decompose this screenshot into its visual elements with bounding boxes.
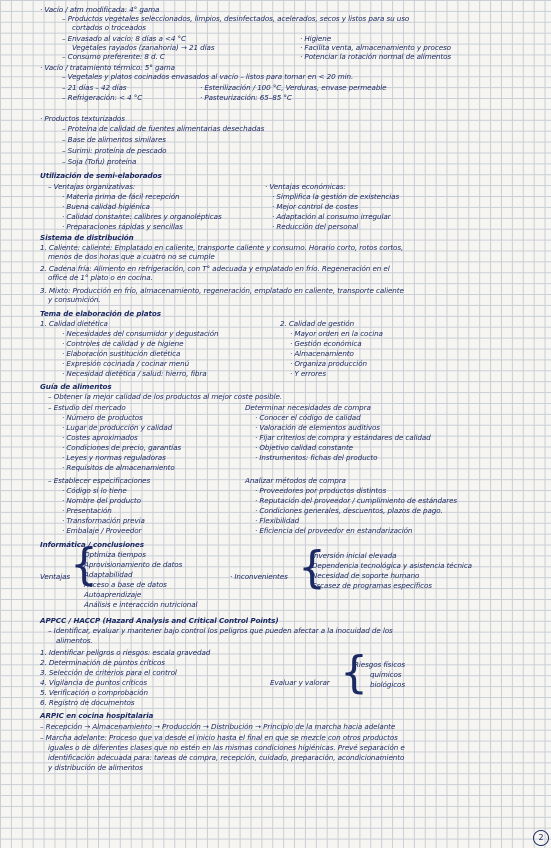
- section-heading: Tema de elaboración de platos: [40, 309, 161, 318]
- note-line: · Valoración de elementos auditivos: [255, 423, 380, 432]
- note-line: · Proveedores por productos distintos: [255, 486, 387, 495]
- note-line: identificación adecuada para: tareas de compra, recepción, cuidado, preparación, acondicionamiento: [48, 753, 405, 762]
- note-line: alimentos.: [56, 636, 93, 645]
- note-line: iguales o de diferentes clases que no estén en las mismas condiciones higiénicas. Prevé separación e: [48, 743, 405, 752]
- note-line: Riesgos físicos: [354, 660, 406, 669]
- note-line: Inversión inicial elevada: [312, 551, 397, 560]
- note-line: Determinar necesidades de compra: [245, 403, 371, 412]
- note-line: – Consumo preferente: 8 d. C: [62, 52, 165, 61]
- note-line: Dependencia tecnológica y asistencia técnica: [312, 561, 472, 570]
- note-line: Analizar métodos de compra: [245, 476, 346, 485]
- note-line: Análisis e interacción nutricional: [84, 600, 198, 609]
- note-line: Ventajas: [40, 572, 71, 581]
- note-line: 2. Cadena fría: Alimento en refrigeración, con T° adecuada y emplatado en frío. Regeneración en el: [40, 264, 390, 273]
- note-line: office de 1° plato o en cocina.: [48, 273, 153, 282]
- note-line: · Vacío / tratamiento térmico: 5° gama: [40, 63, 175, 72]
- note-line: · Almacenamiento: [290, 349, 354, 358]
- note-line: 2. Determinación de puntos críticos: [40, 658, 165, 667]
- note-line: · Necesidades del consumidor y degustación: [62, 329, 219, 338]
- note-line: · Controles de calidad y de higiene: [62, 339, 184, 348]
- note-line: · Necesidad dietética / salud: hierro, fibra: [62, 369, 207, 378]
- section-heading: Informática / conclusiones: [40, 540, 144, 549]
- note-line: · Inconvenientes: [230, 572, 288, 581]
- note-line: · Instrumentos: fichas del producto: [255, 453, 378, 462]
- note-line: – Obtener la mejor calidad de los productos al mejor coste posible.: [48, 392, 283, 401]
- note-line: Optimiza tiempos: [84, 550, 146, 559]
- note-line: Adaptabilidad: [84, 570, 133, 579]
- note-line: – Vegetales y platos cocinados envasados al vacío – listos para tomar en < 20 min.: [62, 72, 354, 81]
- note-line: · Ventajas económicas:: [265, 182, 346, 191]
- section-heading: Sistema de distribución: [40, 233, 134, 242]
- note-line: y consumición.: [48, 295, 101, 304]
- note-line: · Condiciones de precio, garantías: [62, 443, 182, 452]
- note-line: 1. Calidad dietética: [40, 319, 108, 328]
- note-line: · Eficiencia del proveedor en estandarización: [255, 526, 413, 535]
- note-line: · Buena calidad higiénica: [62, 202, 150, 211]
- note-line: – Estudio del mercado: [48, 403, 126, 412]
- note-line: · Materia prima de fácil recepción: [62, 192, 180, 201]
- note-line: 4. Vigilancia de puntos críticos: [40, 678, 148, 687]
- note-line: · Organiza producción: [290, 359, 367, 368]
- note-line: – 21 días – 42 días: [62, 83, 127, 92]
- note-line: · Condiciones generales, descuentos, plazos de pago.: [255, 506, 443, 515]
- note-line: Escasez de programas específicos: [312, 581, 432, 590]
- note-line: biológicos: [370, 680, 406, 689]
- note-line: – Surimi: proteína de pescado: [62, 146, 167, 155]
- note-line: · Conocer el código de calidad: [255, 413, 361, 422]
- note-line: · Preparaciones rápidas y sencillas: [62, 222, 183, 231]
- note-line: 3. Mixto: Producción en frío, almacenamiento, regeneración, emplatado en caliente, transporte caliente: [40, 286, 404, 295]
- note-line: 1. Caliente: caliente: Emplatado en caliente, transporte caliente y consumo. Horario corto, rotos cortos,: [40, 243, 404, 252]
- note-line: · Flexibilidad: [255, 516, 300, 525]
- note-line: · Embalaje / Proveedor: [62, 526, 142, 535]
- note-line: Necesidad de soporte humano: [312, 571, 420, 580]
- note-line: 1. Identificar peligros o riesgos: escala gravedad: [40, 648, 211, 657]
- note-line: · Leyes y normas reguladoras: [62, 453, 166, 462]
- note-line: · Mayor orden en la cocina: [290, 329, 383, 338]
- note-line: · Elaboración sustitución dietética: [62, 349, 181, 358]
- brace: {: [70, 539, 98, 590]
- note-line: 2. Calidad de gestión: [280, 319, 355, 328]
- note-line: Evaluar y valorar: [270, 678, 330, 687]
- note-line: · Adaptación al consumo irregular: [272, 212, 391, 221]
- note-line: · Esterilización / 100 °C, Verduras, envase permeable: [200, 83, 387, 92]
- note-line: – Establecer especificaciones: [48, 476, 151, 485]
- note-line: Vegetales rayados (zanahoria) → 21 días: [72, 43, 215, 52]
- note-line: · Costes aproximados: [62, 433, 138, 442]
- note-line: Autoaprendizaje: [84, 590, 142, 599]
- note-line: menos de dos horas que a cuatro no se cumple: [48, 252, 215, 261]
- note-line: · Higiene: [300, 34, 332, 43]
- note-line: químicos: [370, 670, 402, 679]
- note-line: · Calidad constante: calibres y organolépticas: [62, 212, 222, 221]
- note-line: · Nombre del producto: [62, 496, 141, 505]
- note-line: · Simplifica la gestión de existencias: [272, 192, 400, 201]
- note-line: – Envasado al vacío: 8 días a <4 °C: [62, 34, 186, 43]
- note-line: 6. Registro de documentos: [40, 698, 135, 707]
- brace: {: [340, 647, 368, 698]
- note-line: 3. Selección de criterios para el control: [40, 668, 177, 677]
- note-line: · Número de productos: [62, 413, 143, 422]
- brace: {: [298, 542, 326, 593]
- note-line: · Reputación del proveedor / cumplimiento de estándares: [255, 496, 458, 505]
- page-number: 2: [533, 830, 549, 846]
- note-line: · Mejor control de costes: [272, 202, 359, 211]
- section-heading: Utilización de semi-elaborados: [40, 171, 162, 180]
- note-line: · Objetivo calidad constante: [255, 443, 353, 452]
- note-line: · Vacío / atm modificada: 4° gama: [40, 5, 160, 14]
- note-line: – Identificar, evaluar y mantener bajo control los peligros que pueden afectar a la inocuidad de los: [48, 626, 393, 635]
- note-line: · Productos texturizados: [40, 114, 125, 123]
- note-line: · Requisitos de almacenamiento: [62, 463, 175, 472]
- note-line: · Presentación: [62, 506, 112, 515]
- note-line: – Ventajas organizativas:: [48, 182, 136, 191]
- note-line: · Y errores: [290, 369, 326, 378]
- note-line: · Fijar criterios de compra y estándares de calidad: [255, 433, 431, 442]
- note-line: – Productos vegetales seleccionados, limpios, desinfectados, acelerados, secos y listos para su uso: [62, 14, 410, 23]
- section-heading: APPCC / HACCP (Hazard Analysis and Critical Control Points): [40, 616, 279, 625]
- note-line: · Reducción del personal: [272, 222, 359, 231]
- section-heading: ARPIC en cocina hospitalaria: [40, 711, 154, 720]
- note-line: – Base de alimentos similares: [62, 135, 166, 144]
- note-line: · Facilita venta, almacenamiento y proceso: [300, 43, 451, 52]
- section-heading: Guía de alimentos: [40, 382, 112, 391]
- note-line: · Lugar de producción y calidad: [62, 423, 173, 432]
- note-line: – Marcha adelante: Proceso que va desde el inicio hasta el final en que se mezcle con otros productos: [40, 733, 398, 742]
- note-line: – Soja (Tofu) proteína: [62, 157, 137, 166]
- note-line: y distribución de alimentos: [48, 763, 143, 772]
- note-line: – Refrigeración: < 4 °C: [62, 93, 143, 102]
- note-line: · Gestión económica: [290, 339, 362, 348]
- note-line: Aprovisionamiento de datos: [84, 560, 183, 569]
- note-line: · Transformación previa: [62, 516, 145, 525]
- note-line: · Potenciar la rotación normal de alimentos: [300, 52, 452, 61]
- note-line: cortados o troceados: [72, 23, 146, 32]
- note-line: · Expresión cocinada / cocinar menú: [62, 359, 190, 368]
- note-line: · Código si lo tiene: [62, 486, 127, 495]
- note-line: Acceso a base de datos: [84, 580, 167, 589]
- note-line: · Pasteurización: 65–85 °C: [200, 93, 292, 102]
- note-line: – Recepción → Almacenamiento → Producción → Distribución → Principio de la marcha hacia adelante: [40, 722, 396, 731]
- note-line: – Proteína de calidad de fuentes alimentarias desechadas: [62, 124, 265, 133]
- note-line: 5. Verificación o comprobación: [40, 688, 148, 697]
